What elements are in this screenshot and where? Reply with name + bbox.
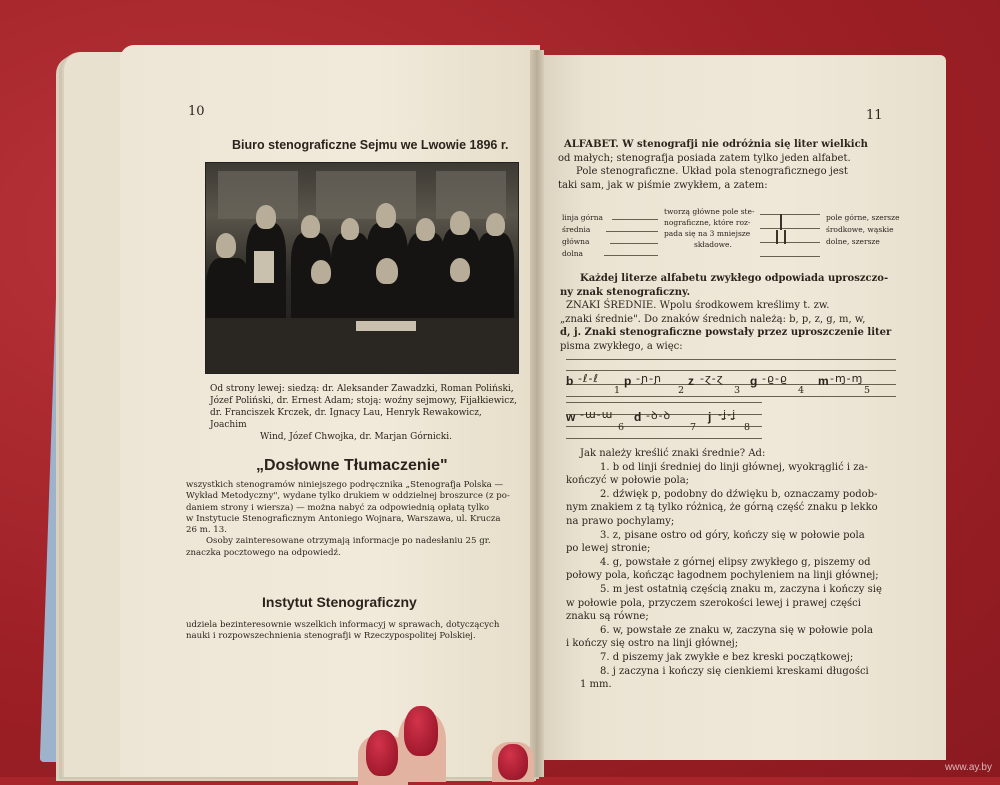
row-number: 2: [678, 385, 685, 396]
instruction-line: 6. w, powstałe ze znaku w, zaczyna się w połowie pola: [600, 624, 873, 636]
instruction-line: kończyć w połowie pola;: [566, 475, 690, 487]
diagram-label: pole górne, szersze: [826, 213, 900, 222]
steno-sample: -ɯ-ɯ: [580, 408, 614, 421]
photo-title: Biuro stenograficzne Sejmu we Lwowie 1896 r.: [232, 138, 509, 152]
caption-line: Wind, Józef Chwojka, dr. Marjan Górnicki.: [260, 432, 452, 442]
steno-sample: -ɀ-ɀ: [700, 372, 724, 385]
diagram-label: składowe.: [694, 240, 732, 249]
ad-line: Wykład Metodyczny", wydane tylko drukiem w oddzielnej broszurce (z po-: [186, 491, 510, 502]
znaki-srednie-paragraph: [560, 272, 900, 353]
diagram-label: główna: [562, 237, 590, 246]
steno-sample: -ϱ-ϱ: [762, 372, 788, 385]
instructions-list: [566, 447, 906, 692]
letter-j: j: [708, 410, 712, 424]
steno-sample: -ɲ-ɲ: [636, 372, 663, 385]
caption-line: dr. Franciszek Krczek, dr. Ignacy Lau, Henryk Rewakowicz, Joachim: [210, 408, 482, 430]
letter-m: m: [818, 374, 829, 388]
diagram-label: dolna: [562, 249, 584, 258]
diagram-label: nograficzne, które roz-: [664, 218, 751, 227]
row-number: 6: [618, 422, 625, 433]
ad-title-instytut: Instytut Stenograficzny: [262, 594, 417, 610]
diagram-label: linja górna: [562, 213, 604, 222]
instruction-line: 8. j zaczyna i kończy się cienkiemi kreskami długości: [600, 665, 869, 677]
ad-line: znaczka pocztowego na odpowiedź.: [186, 547, 341, 558]
diagram-label: pada się na 3 mniejsze: [664, 229, 751, 238]
ad-line: daniem strony i wiersza) — można nabyć za odpowiednią opłatą tylko: [186, 502, 490, 513]
instruction-line: 3. z, pisane ostro od góry, kończy się w połowie pola: [600, 529, 865, 541]
ad-line: Osoby zainteresowane otrzymają informacje po nadesłaniu 25 gr.: [206, 536, 491, 547]
caption-line: Od strony lewej: siedzą: dr. Aleksander Zawadzki, Roman Poliński,: [210, 384, 514, 394]
instruction-line: 1 mm.: [580, 679, 612, 691]
instruction-line: po lewej stronie;: [566, 543, 651, 555]
ad-line: nauki i rozpowszechnienia stenografji w Rzeczypospolitej Polskiej.: [186, 631, 476, 642]
right-page-number: 11: [866, 108, 883, 123]
diagram-label: dolne, szersze: [826, 237, 880, 246]
instruction-line: 5. m jest ostatnią częścią znaku m, zaczyna i kończy się: [600, 583, 882, 595]
row-number: 4: [798, 385, 805, 396]
diagram-label: środkowe, wąskie: [826, 225, 894, 234]
watermark: www.ay.by: [944, 762, 992, 773]
photo-caption: [210, 383, 520, 443]
letter-p: p: [624, 374, 632, 388]
para-line: „znaki średnie". Do znaków średnich należą: b, p, z, g, m, w,: [560, 313, 866, 325]
para-line: Każdej literze alfabetu zwykłego odpowiada uproszczo-: [580, 273, 889, 284]
instruction-line: 7. d piszemy jak zwykłe e bez kreski początkowej;: [600, 651, 854, 663]
para-line: pisma zwykłego, a więc:: [560, 340, 683, 352]
instruction-line: 4. g, powstałe z górnej elipsy zwykłego g, piszemy od: [600, 556, 871, 568]
ad-line: udziela bezinteresownie wszelkich informacyj w sprawach, dotyczących: [186, 620, 500, 630]
intro-line: od małych; stenografja posiada zatem tylko jeden alfabet.: [558, 152, 851, 164]
group-photograph: [205, 162, 519, 374]
letter-b: b: [566, 374, 574, 388]
steno-sample: -ɱ-ɱ: [830, 372, 864, 385]
book-gutter: [530, 50, 544, 777]
row-number: 3: [734, 385, 741, 396]
instruction-line: 1. b od linji średniej do linji głównej, wyokrąglić i za-: [600, 461, 868, 473]
row-number: 5: [864, 385, 871, 396]
letter-z: z: [688, 374, 694, 388]
caption-line: Józef Poliński, dr. Ernest Adam; stoją: woźny sejmowy, Fijałkiewicz,: [210, 396, 517, 406]
letter-g: g: [750, 374, 758, 388]
letter-d: d: [634, 410, 642, 424]
row-number: 8: [744, 422, 751, 433]
instruction-line: nym znakiem z tą tylko różnicą, że górną część znaku p lekko: [566, 502, 878, 514]
intro-line: taki sam, jak w piśmie zwykłem, a zatem:: [558, 179, 768, 191]
para-line: ZNAKI ŚREDNIE. Wpolu środkowem kreślimy t. zw.: [566, 300, 830, 311]
instruction-line: Jak należy kreślić znaki średnie? Ad:: [580, 448, 766, 459]
instruction-line: 2. dźwięk p, podobny do dźwięku b, oznaczamy podob-: [600, 488, 878, 500]
instruction-line: i kończy się ostro na linji głównej;: [566, 638, 739, 650]
letter-w: w: [566, 410, 576, 424]
steno-sample: -ℓ-ℓ: [578, 372, 600, 385]
intro-line: ALFABET. W stenografji nie odróżnia się liter wielkich: [564, 139, 868, 150]
instruction-line: znaku są równe;: [566, 611, 649, 623]
steno-sample: -ꝺ-ꝺ: [646, 409, 672, 422]
instruction-line: w połowie pola, przyczem szerokości lewej i prawej części: [566, 597, 861, 609]
diagram-label: tworzą główne pole ste-: [664, 207, 755, 216]
row-number: 7: [690, 422, 697, 433]
ad-text-instytut: [186, 620, 546, 643]
intro-line: Pole stenograficzne. Układ pola stenograficznego jest: [576, 166, 848, 177]
instruction-line: na prawo pochylamy;: [566, 515, 675, 527]
ad-line: 26 m. 13.: [186, 525, 227, 536]
ad-line: w Instytucie Stenograficznym Antoniego Wojnara, Warszawa, ul. Krucza: [186, 513, 501, 524]
ad-text-dosłowne: [186, 480, 536, 559]
steno-sample: -ʝ-ʝ: [718, 408, 737, 421]
para-line: d, j. Znaki stenograficzne powstały przez uproszczenie liter: [560, 327, 892, 338]
left-page-number: 10: [188, 104, 205, 119]
alfabet-intro: [558, 138, 898, 192]
row-number: 1: [614, 385, 621, 396]
para-line: ny znak stenograficzny.: [560, 286, 691, 298]
diagram-label: średnia: [562, 225, 591, 234]
instruction-line: połowy pola, kończąc łagodnem pochyleniem na linji głównej;: [566, 570, 879, 582]
ad-line: wszystkich stenogramów niniejszego podręcznika „Stenografja Polska —: [186, 480, 504, 490]
ad-title-dosłowne: „Dosłowne Tłumaczenie": [256, 457, 448, 474]
